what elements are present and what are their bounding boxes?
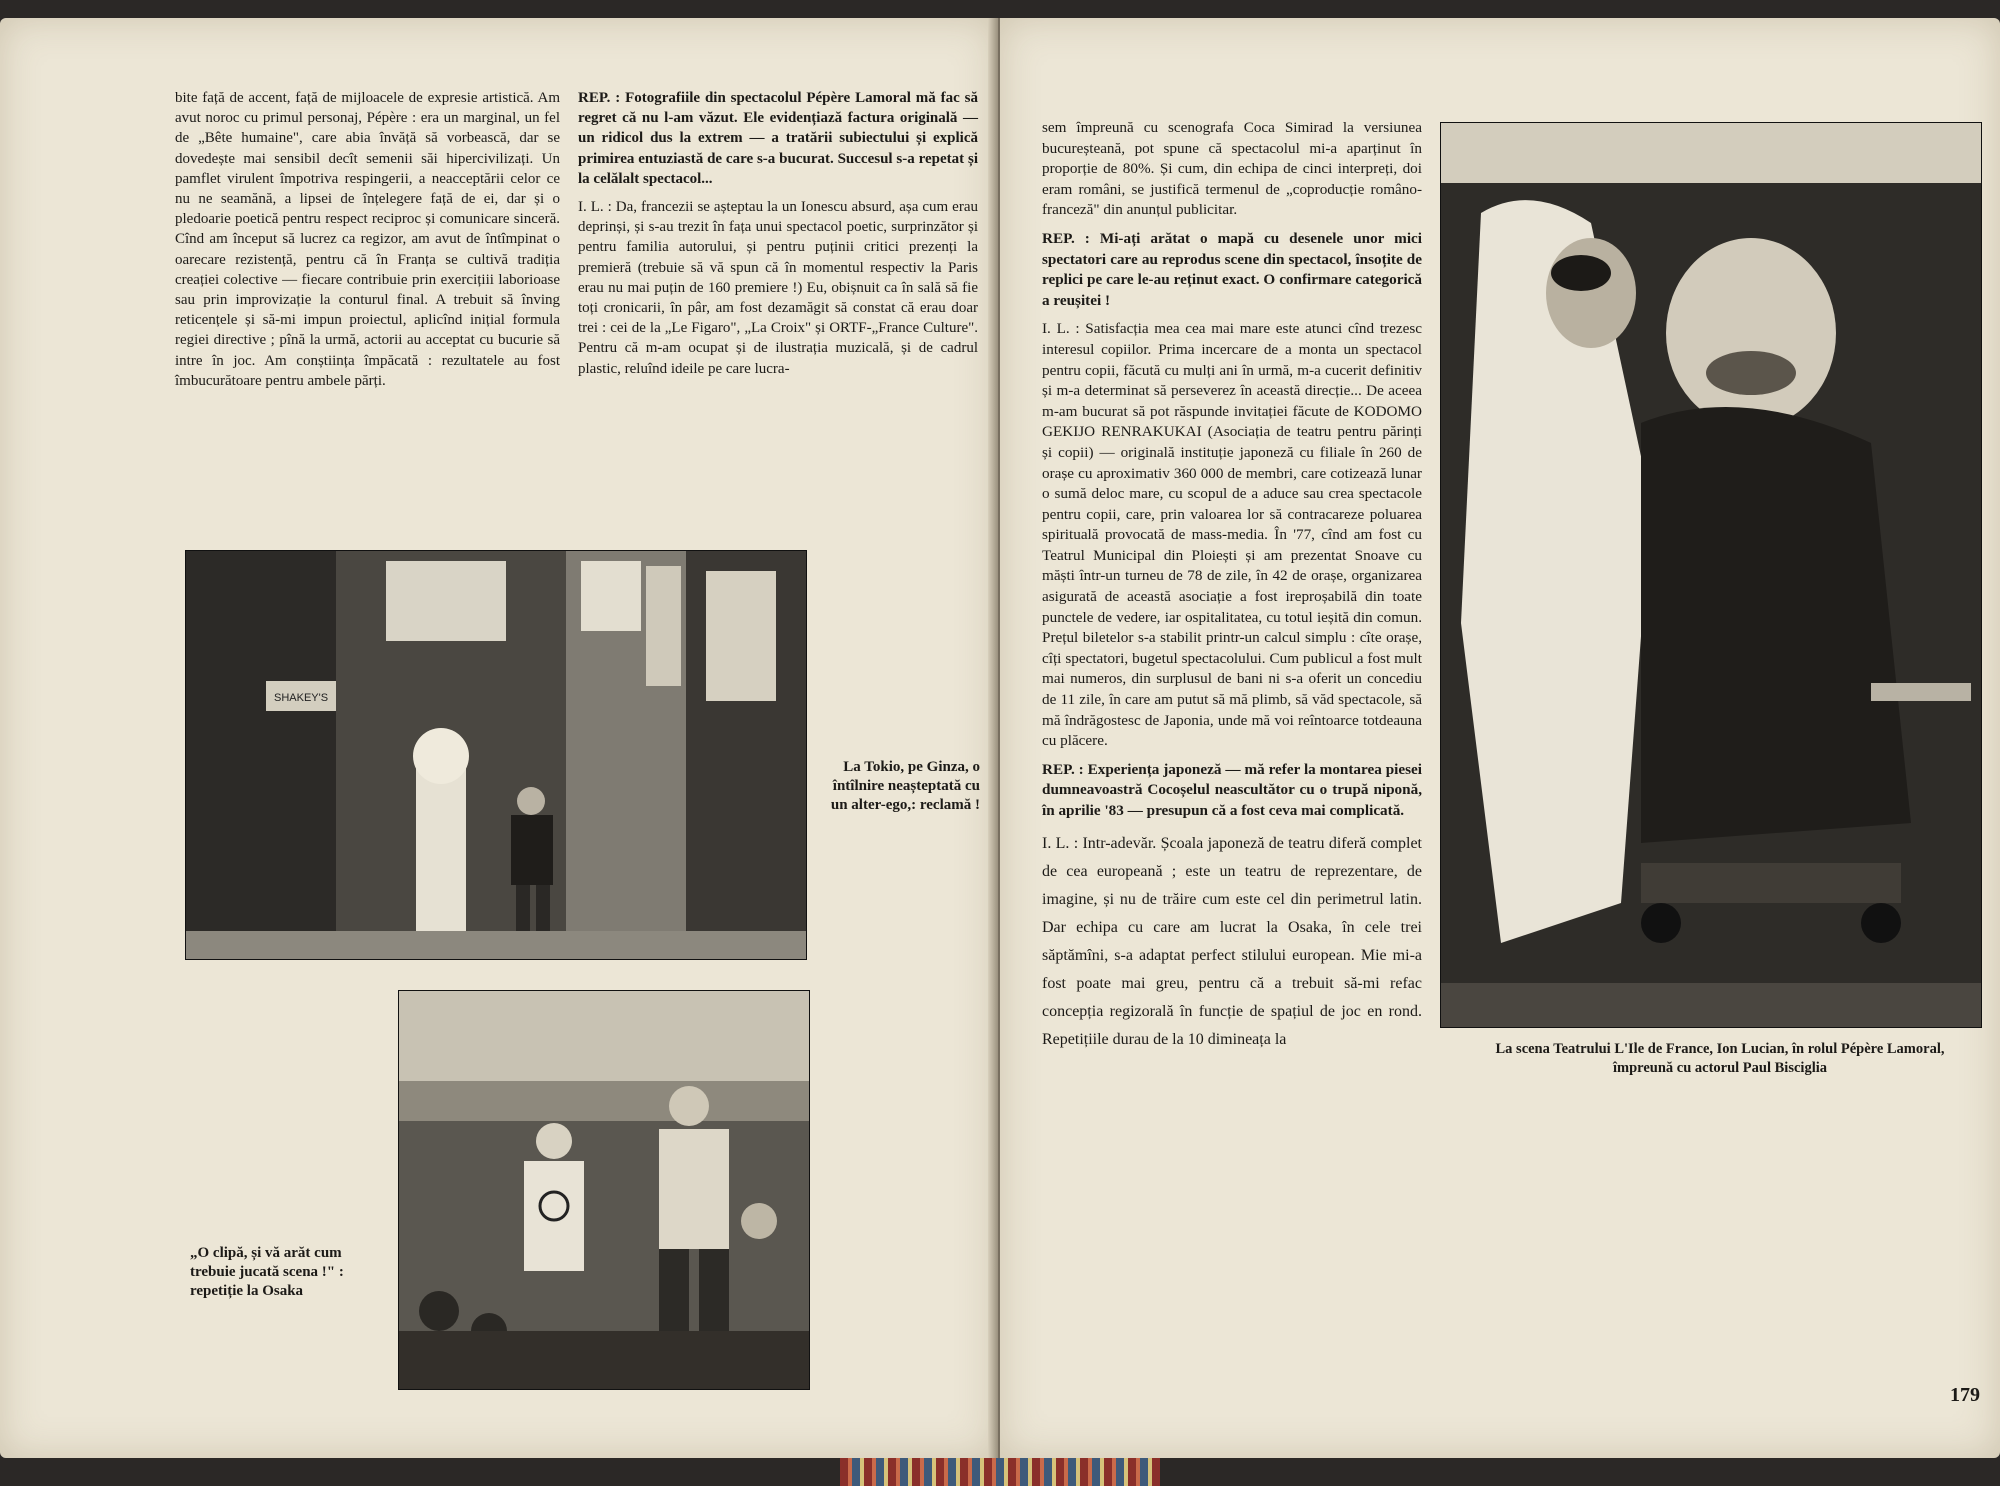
photo-tokyo-ginza-image xyxy=(186,551,806,959)
interview-answer-japan: I. L. : Intr-adevăr. Școala japoneză de teatru diferă complet de cea europeană ; este un teatru de reprezentare, de imagine, și nu de trăire cum este cel din perimetrul latin. Dar echipa cu care am lucrat la Osaka, în cele trei săptămîni, s-a adaptat perfect stilului european. Mie mi-a fost poate mai greu, pentru că a trebuit să-mi refac concepția regizorală în funcție de spațiul de joc en rond. Repetițiile durau de la 10 dimineața la xyxy=(1042,834,1422,1048)
interview-answer-children: I. L. : Satisfacția mea cea mai mare este atunci cînd trezesc interesul copiilor. Prima incercare de a monta un spectacol pentru copii, făcută cu mulți ani în urmă, m-a cucerit definitiv și m-a determinat să perseverez în această direcție... De aceea m-am bucurat să pot răspunde invitației făcute de KODOMO GEKIJO RENRAKUKAI (Asociația de teatru pentru părinți și copii) — originală instituție japoneză cu filiale în 260 de orașe cu aproximativ 360 000 de membri, care cotizează lunar o sumă deloc mare, cu scopul de a aduce sau crea spectacole pentru copii, care, prin valoarea lor să contracareze poluarea spirituală provocată de mass-media. În '77, cînd am fost cu Teatrul Municipal din Ploiești și am prezentat Snoave cu măști într-un turneu de 78 de zile, în 42 de orașe, organizarea asigurată de această asociație a fost ireproșabilă din toate punctele de vedere, iar ospitalitatea, cu totul ieșită din comun. Prețul biletelor s-a stabilit printr-un calcul simplu : cîte orașe, cîți spectatori, bugetul spectacolului. Cum publicul a fost mult mai numeros, din surplusul de bani ni s-a oferit un concediu de 11 zile, în care am putut să mă plimb, să văd spectacole, să mă îndrăgostesc de Japonia, unde mă voi reîntoarce totdeauna cu plăcere. xyxy=(1042,320,1422,750)
photo-pepere-lamoral xyxy=(1440,122,1982,1028)
right-page xyxy=(1000,18,2000,1458)
left-page-column-1 xyxy=(175,88,560,391)
book-binding-edge xyxy=(840,1458,1160,1486)
photo-pepere-lamoral-image xyxy=(1441,123,1981,1027)
right-page-column xyxy=(1042,118,1422,1054)
left-page xyxy=(0,18,995,1458)
caption-osaka xyxy=(190,1244,380,1301)
caption-tokyo-text: La Tokio, pe Ginza, o întîlnire neașteptată cu un alter-ego,: reclamă ! xyxy=(830,759,980,813)
interview-question-drawings: REP. : Mi-ați arătat o mapă cu desenele unor mici spectatori care au reprodus scene din spectacol, însoțite de replici pe care le-au reținut exact. O confirmare categorică a reușitei ! xyxy=(1042,229,1422,309)
photo-osaka-rehearsal-image xyxy=(399,991,809,1389)
interview-question-photos: REP. : Fotografiile din spectacolul Pépère Lamoral mă fac să regret că nu l-am văzut. Ele evidențiază factura originală — un ridicol dus la extrem — a tratării subiectului și explică primirea entuziastă de care s-a bucurat. Succesul s-a repetat și la celălalt spectacol... xyxy=(578,90,978,187)
sign-shakeys: SHAKEY'S xyxy=(274,692,329,704)
caption-lamoral-text: La scena Teatrului L'Ile de France, Ion Lucian, în rolul Pépère Lamoral, împreună cu actorul Paul Bisciglia xyxy=(1495,1041,1945,1076)
caption-osaka-text: „O clipă, și vă arăt cum trebuie jucată scena !" : repetiție la Osaka xyxy=(190,1245,344,1299)
photo-osaka-rehearsal xyxy=(398,990,810,1390)
interview-answer-ionescu: I. L. : Da, francezii se așteptau la un Ionescu absurd, așa cum erau deprinși, și s-au trezit în fața unui spectacol poetic, surprinzător și pentru familia autorului, și pentru puținii critici prezenți la premieră (trebuie să vă spun că în momentul respectiv la Paris erau nu mai puțin de 160 premiere !) Eu, obișnuit ca în sală să fie toți cronicarii, în pâr, am fost dezamăgit să constat că erau doar trei : cei de la „Le Figaro", „La Croix" și ORTF-„France Culture". Pentru că m-am ocupat și de ilustrația muzicală, și de cadrul plastic, reluînd ideile pe care lucra- xyxy=(578,199,978,377)
right-column-intro: sem împreună cu scenografa Coca Simirad la versiunea bucureșteană, pot spune că spectacolul mi-a aparținut în proporție de 80%. Și cum, din echipa de cinci interpreți, doi eram români, se justifică termenul de „coproducție româno-franceză" din anunțul publicitar. xyxy=(1042,119,1422,219)
caption-lamoral xyxy=(1490,1040,1950,1077)
photo-tokyo-ginza xyxy=(185,550,807,960)
page-number-text: 179 xyxy=(1950,1384,1980,1406)
interview-question-japan: REP. : Experiența japoneză — mă refer la montarea piesei dumneavoastră Cocoșelul neascultător cu o trupă niponă, în aprilie '83 — presupun că a fost ceva mai complicată. xyxy=(1042,760,1422,819)
page-number xyxy=(1950,1384,1980,1407)
left-page-column-2 xyxy=(578,88,978,379)
left-column-1-text: bite față de accent, față de mijloacele de expresie artistică. Am avut noroc cu primul personaj, Pépère : era un marginal, un fel de „Bête humaine", care abia învăță să vorbească, dar se dovedește mai sensibil decît semenii săi hipercivilizați. Un pamflet virulent împotriva respingerii, a neacceptării celor ce nu ne seamănă, a lipsei de înțelegere față de ei, dar și o pledoarie poetică pentru respect reciproc și comunicare sinceră. Cînd am început să lucrez ca regizor, am avut de întîmpinat o oarecare rezistență, pentru că în Franța se cultivă tradiția creației colective — fiecare contribuie prin exercițiii laborioase sau prin improvizație la conturul final. A trebuit să înving reticențele și să-mi impun proiectul, aplicînd inițial formula regiei directive ; pînă la urmă, actorii au acceptat cu bucurie să intre în joc. Am conștiința împăcată : rezultatele au fost îmbucurătoare pentru ambele părți. xyxy=(175,90,560,389)
caption-tokyo xyxy=(820,758,980,815)
